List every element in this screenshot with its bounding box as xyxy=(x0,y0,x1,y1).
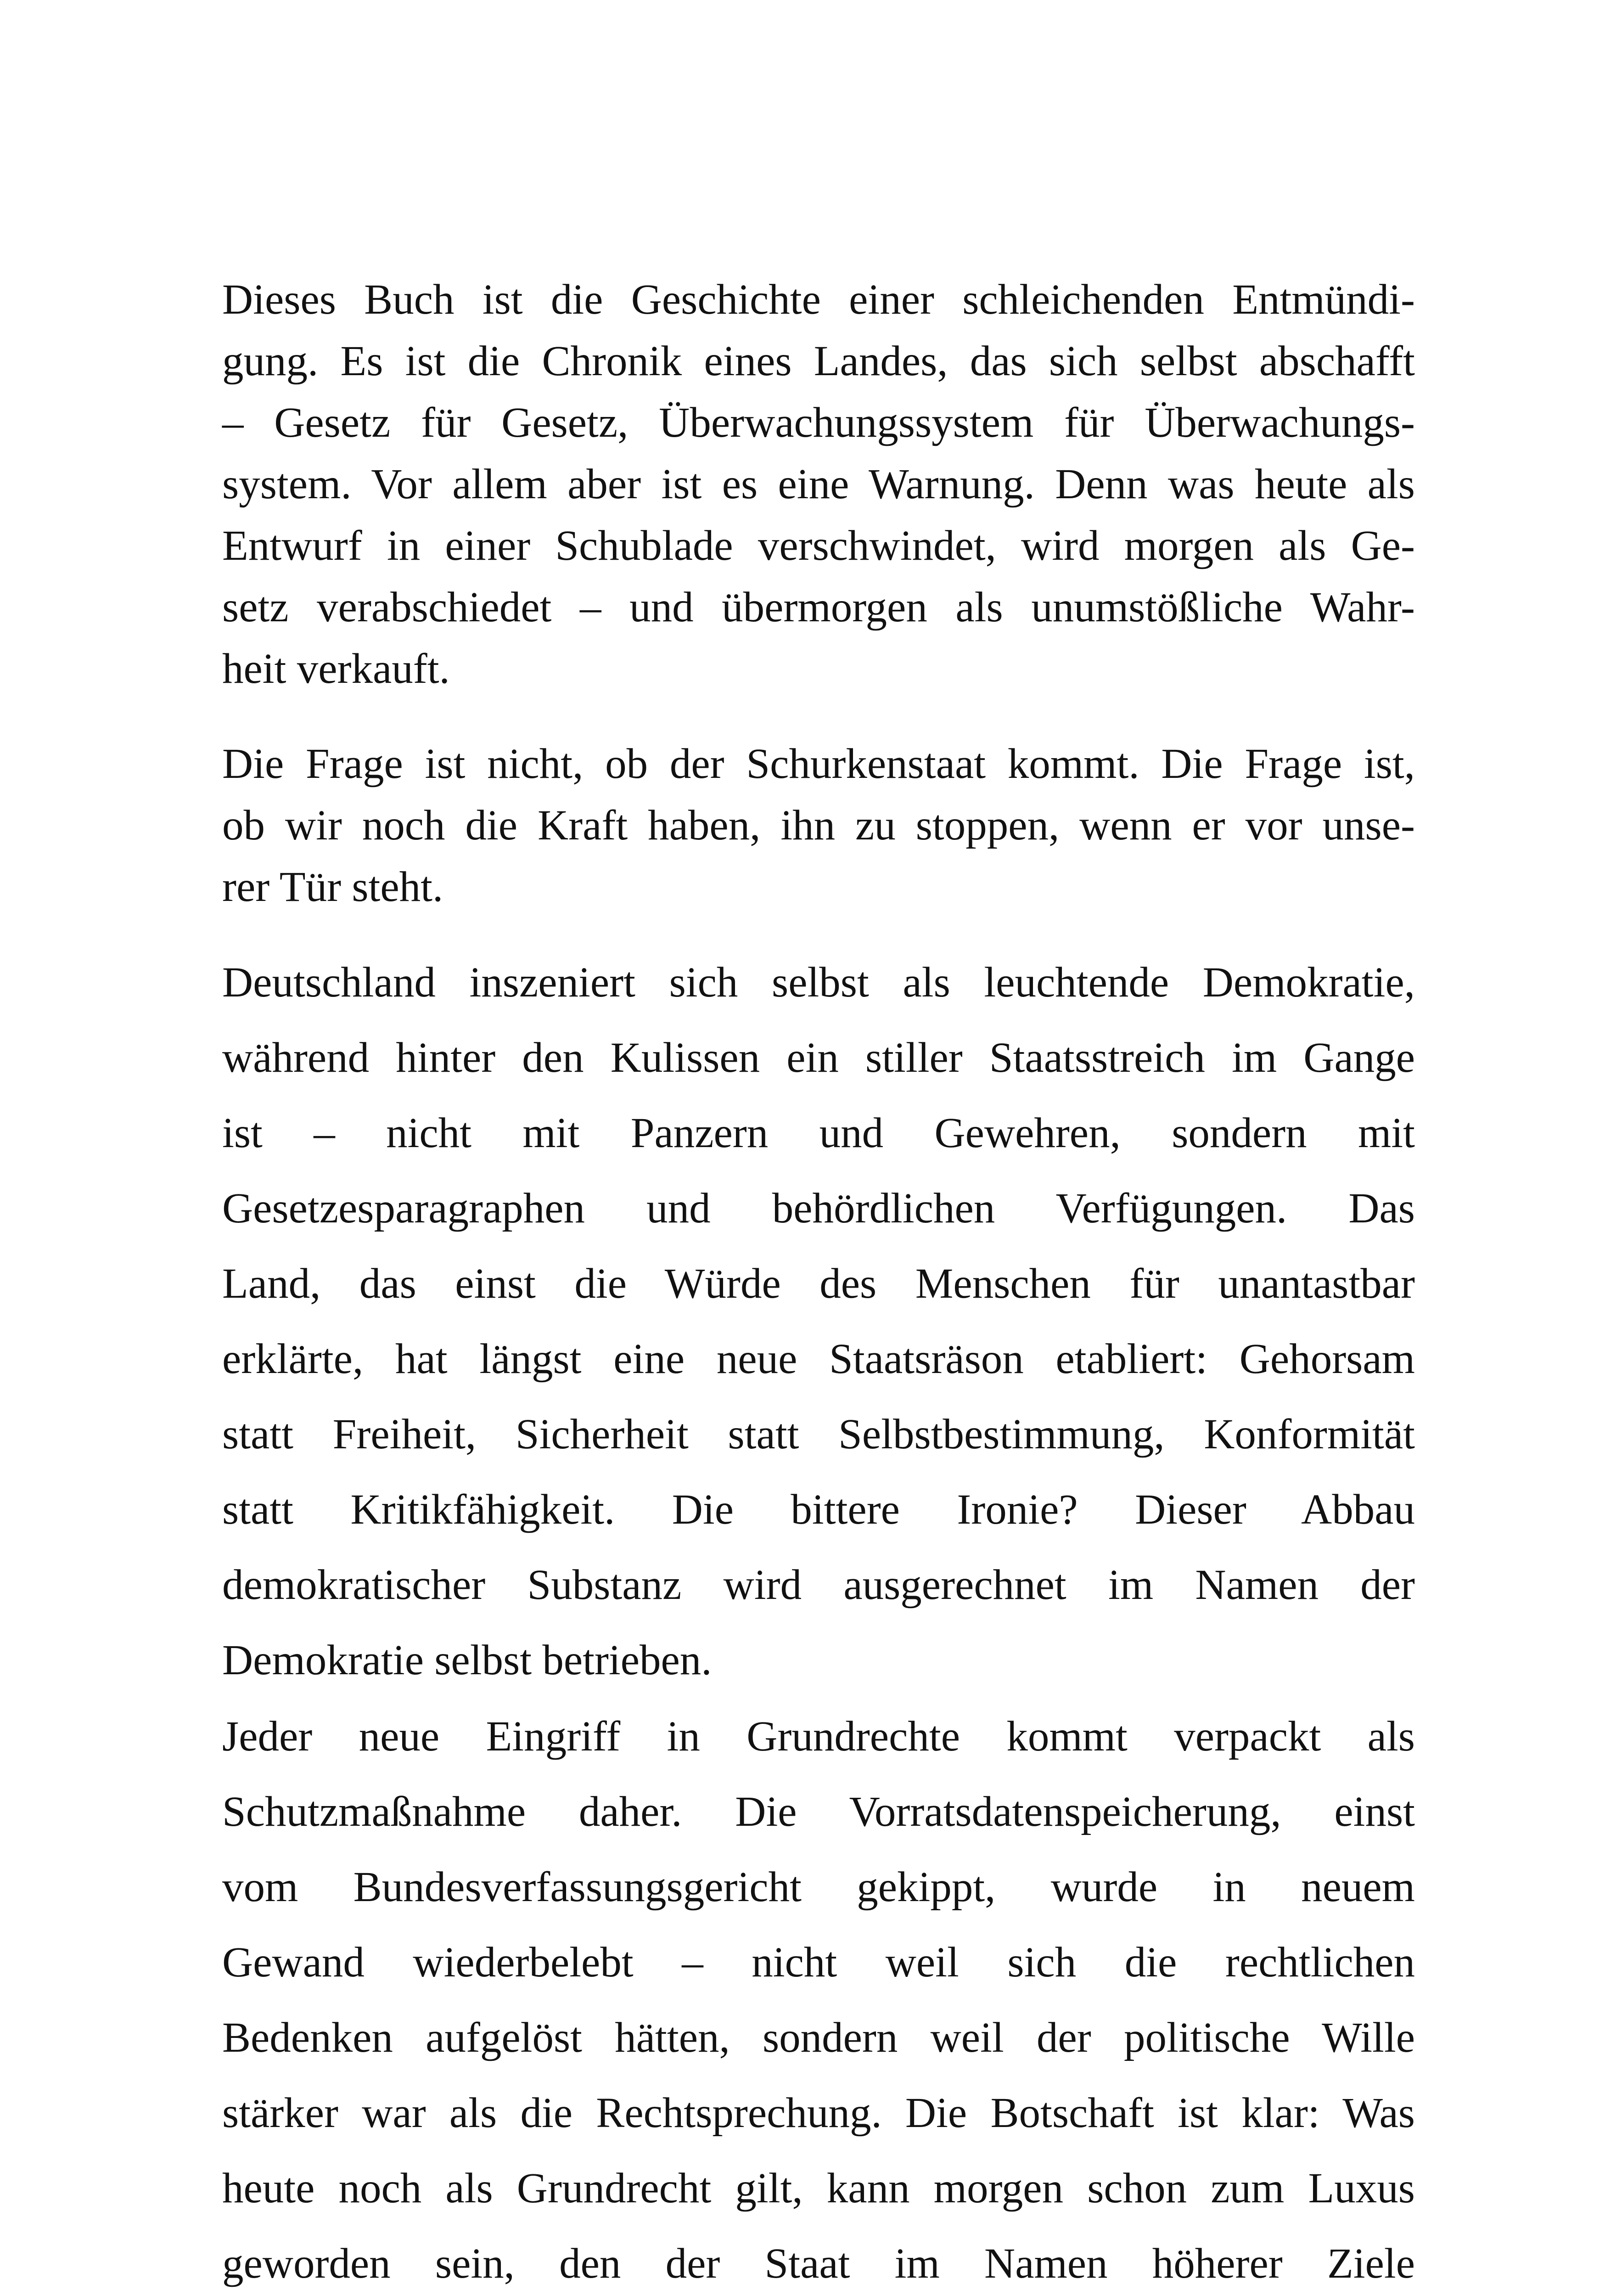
text-line: während hinter den Kulissen ein stiller Staatsstreich im Gange xyxy=(222,1034,1415,1081)
text-line: Demokratie selbst betrieben. xyxy=(222,1637,712,1684)
text-line: demokratischer Substanz wird ausgerechnet im Namen der xyxy=(222,1561,1415,1609)
text-line: ob wir noch die Kraft haben, ihn zu stoppen, wenn er vor unse- xyxy=(222,802,1415,849)
text-line: Gewand wiederbelebt – nicht weil sich die rechtlichen xyxy=(222,1939,1415,1986)
text-line: Entwurf in einer Schublade verschwindet, wird morgen als Ge- xyxy=(222,522,1415,569)
text-line: gung. Es ist die Chronik eines Landes, das sich selbst abschafft xyxy=(222,338,1415,385)
text-line: erklärte, hat längst eine neue Staatsräson etabliert: Gehorsam xyxy=(222,1335,1415,1383)
text-line: ist – nicht mit Panzern und Gewehren, sondern mit xyxy=(222,1109,1415,1157)
paragraph-2 xyxy=(222,733,1415,918)
text-line: Jeder neue Eingriff in Grundrechte kommt verpackt als xyxy=(222,1713,1415,1760)
text-line: Land, das einst die Würde des Menschen für unantastbar xyxy=(222,1260,1415,1307)
paragraph-4 xyxy=(222,1699,1415,2296)
text-line: rer Tür steht. xyxy=(222,863,443,911)
text-line: statt Kritikfähigkeit. Die bittere Ironie? Dieser Abbau xyxy=(222,1486,1415,1533)
text-line: Bedenken aufgelöst hätten, sondern weil der politische Wille xyxy=(222,2014,1415,2061)
text-line: geworden sein, den der Staat im Namen höherer Ziele xyxy=(222,2240,1415,2287)
text-line: – Gesetz für Gesetz, Überwachungssystem für Überwachungs- xyxy=(222,399,1415,446)
text-line: statt Freiheit, Sicherheit statt Selbstbestimmung, Konformität xyxy=(222,1411,1415,1458)
text-line: Schutzmaßnahme daher. Die Vorratsdatenspeicherung, einst xyxy=(222,1788,1415,1835)
text-line: setz verabschiedet – und übermorgen als unumstößliche Wahr- xyxy=(222,584,1415,631)
text-line: heute noch als Grundrecht gilt, kann morgen schon zum Luxus xyxy=(222,2165,1415,2212)
text-line: heit verkauft. xyxy=(222,645,450,692)
text-line: vom Bundesverfassungsgericht gekippt, wurde in neuem xyxy=(222,1863,1415,1911)
text-line: stärker war als die Rechtsprechung. Die Botschaft ist klar: Was xyxy=(222,2089,1415,2137)
text-line: Deutschland inszeniert sich selbst als leuchtende Demokratie, xyxy=(222,959,1415,1006)
text-line: Gesetzesparagraphen und behördlichen Verfügungen. Das xyxy=(222,1185,1415,1232)
paragraph-3 xyxy=(222,945,1415,1698)
paragraph-1 xyxy=(222,269,1415,700)
text-line: Die Frage ist nicht, ob der Schurkenstaat kommt. Die Frage ist, xyxy=(222,740,1415,788)
text-line: system. Vor allem aber ist es eine Warnung. Denn was heute als xyxy=(222,461,1415,508)
text-line: Dieses Buch ist die Geschichte einer schleichenden Entmündi- xyxy=(222,276,1415,323)
